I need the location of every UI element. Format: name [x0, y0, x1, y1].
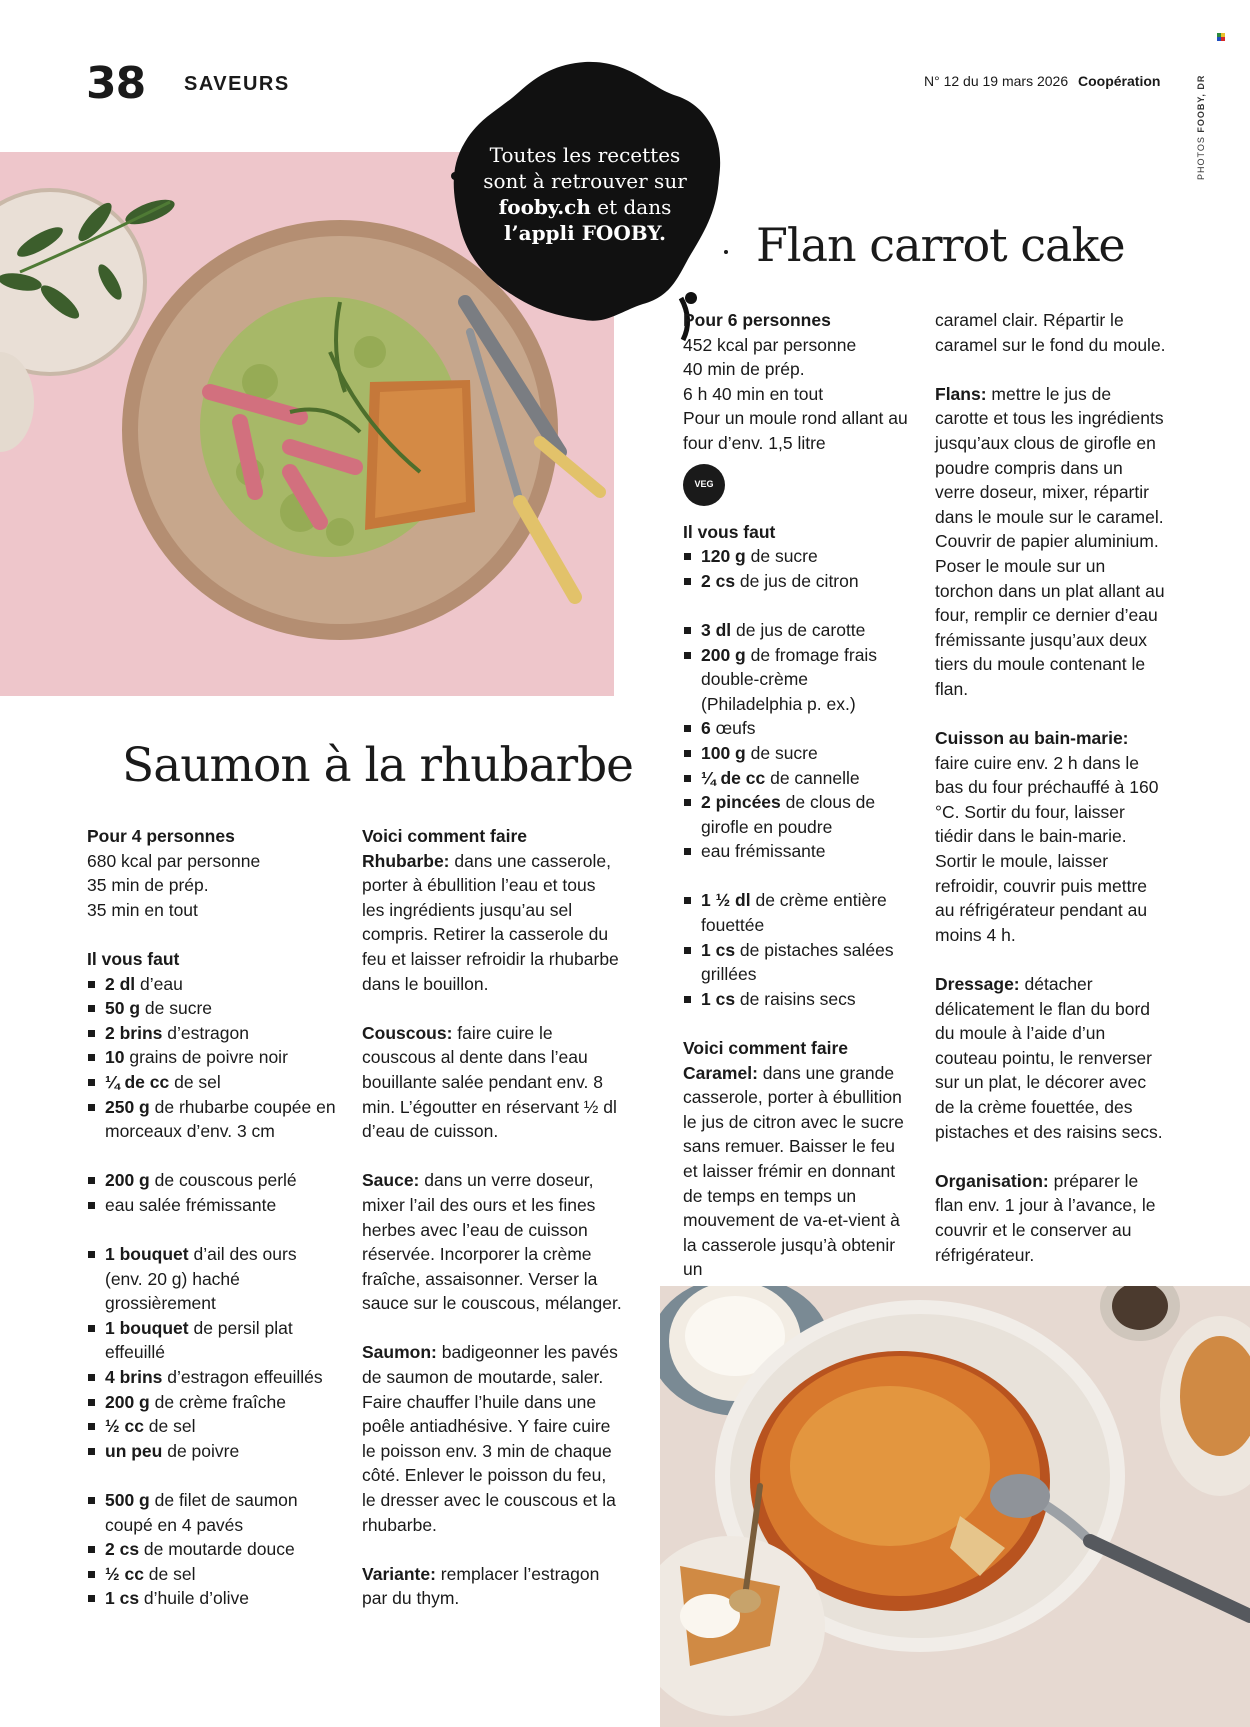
ingredient-quantity: 1 ½ dl — [701, 890, 751, 911]
ingredient-text: de sucre — [140, 998, 213, 1019]
ingredient-item — [683, 716, 913, 741]
issue-info: N° 12 du 19 mars 2026 — [924, 73, 1069, 89]
method-step-label: Dressage: — [935, 974, 1020, 995]
flan-caramel-label: Caramel: — [683, 1062, 758, 1083]
ingredient-text: de sucre — [745, 546, 818, 567]
promo-text — [465, 142, 705, 246]
ingredient-item — [683, 569, 913, 594]
ingredient-item — [87, 1168, 337, 1193]
color-mark — [1217, 33, 1225, 41]
flan-ingredients-heading: Il vous faut — [683, 521, 776, 542]
ingredient-text: d’ail des ours (env. 20 g) haché grossièrement — [105, 1244, 297, 1314]
ingredient-text: de fromage frais double-crème (Philadelphia p. ex.) — [701, 644, 878, 714]
ingredient-item — [683, 766, 913, 791]
salmon-total: 35 min en tout — [87, 899, 198, 920]
ingredient-quantity: 3 dl — [701, 619, 732, 640]
method-step-text: dans une casserole, porter à ébullition l’eau et tous les ingrédients jusqu’au sel compris. Retirer la casserole du feu et laisser refroidir la rhubarbe dans le bouillon. — [362, 850, 619, 994]
ingredient-text: d’estragon — [162, 1022, 249, 1043]
salmon-title: Saumon à la rhubarbe — [122, 738, 633, 793]
method-step-text: remplacer l’estragon par du thym. — [362, 1563, 600, 1609]
promo-app: l’appli FOOBY. — [504, 221, 666, 245]
ingredient-text: d’estragon effeuillés — [162, 1367, 323, 1388]
ingredient-item — [683, 741, 913, 766]
method-paragraph — [362, 1021, 622, 1144]
ingredient-quantity: 2 dl — [105, 973, 136, 994]
method-paragraph — [935, 1169, 1167, 1267]
ingredient-text: de clous de girofle en poudre — [701, 792, 876, 837]
ingredient-item — [87, 1586, 337, 1611]
method-paragraph — [362, 1340, 622, 1537]
list-spacer — [87, 1463, 337, 1488]
paragraph-spacer — [362, 1537, 622, 1562]
ingredient-quantity: 2 brins — [105, 1022, 163, 1043]
method-paragraph — [935, 726, 1167, 947]
flan-mold: Pour un moule rond allant au four d’env. 1,5 litre — [683, 408, 908, 453]
flan-method-caramel — [683, 1061, 913, 1282]
photo-credit-prefix: PHOTOS — [1196, 136, 1206, 180]
ingredient-text: de sel — [143, 1416, 196, 1437]
ingredient-item — [87, 1070, 337, 1095]
ingredient-quantity: un peu — [105, 1440, 163, 1461]
promo-line-2: sont à retrouver sur — [483, 169, 687, 193]
ingredient-text: de couscous perlé — [149, 1170, 297, 1191]
ingredient-item — [87, 1365, 337, 1390]
ingredient-quantity: 50 g — [105, 998, 141, 1019]
method-step-label: Sauce: — [362, 1170, 420, 1191]
ingredient-item — [87, 996, 337, 1021]
list-spacer — [683, 864, 913, 889]
flan-ingredients-column — [683, 308, 913, 1282]
ingredient-item — [683, 987, 913, 1012]
method-paragraph — [362, 849, 622, 997]
method-step-text: détacher délicatement le flan du bord du moule à l’aide d’un couteau pointu, le renverser sur un plat, le décorer avec de la crème fouettée, des pistaches et des raisins secs. — [935, 974, 1163, 1142]
title-bullet — [724, 250, 728, 254]
ingredient-text: de sel — [143, 1563, 196, 1584]
ingredient-quantity: ½ cc — [105, 1563, 144, 1584]
ingredient-quantity: 1 cs — [105, 1588, 140, 1609]
ingredient-quantity: 200 g — [105, 1391, 150, 1412]
ingredient-quantity: 1 cs — [701, 988, 736, 1009]
paragraph-spacer — [362, 1144, 622, 1169]
ingredient-item — [87, 1045, 337, 1070]
ingredient-text: de moutarde douce — [139, 1539, 295, 1560]
ingredient-quantity: 200 g — [701, 644, 746, 665]
ingredient-text: de sucre — [745, 742, 818, 763]
ingredient-text: de poivre — [162, 1440, 240, 1461]
promo-line-1: Toutes les recettes — [489, 143, 681, 167]
ingredient-text: de cannelle — [765, 767, 860, 788]
ingredient-quantity: 1 cs — [701, 939, 736, 960]
ingredient-text: œufs — [710, 718, 756, 739]
ingredient-quantity: 2 cs — [105, 1539, 140, 1560]
ingredient-text: de raisins secs — [735, 988, 856, 1009]
ingredient-quantity: 1 bouquet — [105, 1317, 189, 1338]
method-paragraph — [362, 1168, 622, 1316]
salmon-kcal: 680 kcal par personne — [87, 850, 261, 871]
veg-icon: VEG — [683, 464, 725, 506]
method-paragraph — [935, 308, 1167, 357]
section-title: SAVEURS — [184, 73, 290, 95]
ingredient-quantity: 200 g — [105, 1170, 150, 1191]
method-step-text: faire cuire le couscous al dente dans l’eau bouillante salée pendant env. 8 min. L’égoutter en réservant ½ dl d’eau de cuisson. — [362, 1022, 617, 1142]
method-paragraph — [935, 382, 1167, 702]
ingredient-quantity: ½ cc — [105, 1416, 144, 1437]
method-step-label: Flans: — [935, 383, 987, 404]
ingredient-text: de pistaches salées grillées — [701, 939, 894, 985]
method-step-label: Saumon: — [362, 1342, 437, 1363]
ingredient-item — [683, 938, 913, 987]
ingredient-quantity: 250 g — [105, 1096, 150, 1117]
list-spacer — [87, 1218, 337, 1243]
method-step-text: dans un verre doseur, mixer l’ail des ours et les fines herbes avec l’eau de cuisson réservée. Incorporer la crème fraîche, assaisonner. Verser la sauce sur le couscous, mélanger. — [362, 1170, 622, 1314]
paragraph-spacer — [935, 357, 1167, 382]
flan-servings: Pour 6 personnes — [683, 310, 831, 330]
flan-meta — [683, 308, 913, 456]
method-paragraph — [935, 972, 1167, 1144]
list-spacer — [683, 593, 913, 618]
ingredient-item — [87, 1414, 337, 1439]
ingredient-quantity: 10 — [105, 1047, 125, 1068]
ingredient-quantity: 500 g — [105, 1490, 150, 1511]
ingredient-text: de jus de carotte — [731, 619, 866, 640]
ingredient-quantity: 4 brins — [105, 1367, 163, 1388]
ingredient-item — [683, 839, 913, 864]
ingredient-quantity: 120 g — [701, 546, 746, 567]
flan-total: 6 h 40 min en tout — [683, 383, 824, 404]
ingredient-text: de jus de citron — [735, 570, 859, 591]
flan-prep: 40 min de prép. — [683, 359, 805, 380]
method-step-text: badigeonner les pavés de saumon de moutarde, saler. Faire chauffer l’huile dans une poêle antiadhésive. Y faire cuire le poisson env. 3 min de chaque côté. Enlever le poisson du feu, le dresser avec le couscous et la rhubarbe. — [362, 1342, 618, 1535]
promo-link[interactable]: fooby.ch — [498, 195, 591, 219]
paragraph-spacer — [362, 996, 622, 1021]
method-paragraph — [362, 1562, 622, 1611]
ingredient-item — [87, 1021, 337, 1046]
method-step-label: Rhubarbe: — [362, 850, 450, 871]
ingredient-text: d’huile d’olive — [139, 1588, 249, 1609]
flan-method-column — [935, 308, 1167, 1267]
paragraph-spacer — [362, 1316, 622, 1341]
flan-method-heading: Voici comment faire — [683, 1038, 849, 1059]
photo-credit-source: FOOBY, DR — [1196, 74, 1206, 133]
ingredient-text: de crème fraîche — [149, 1391, 286, 1412]
ingredient-item — [87, 972, 337, 997]
ingredient-text: de filet de saumon coupé en 4 pavés — [105, 1490, 298, 1535]
ingredient-item — [87, 1242, 337, 1316]
salmon-ingredients-heading: Il vous faut — [87, 948, 180, 969]
ingredient-quantity: 2 pincées — [701, 792, 781, 813]
promo-line-3: et dans — [590, 195, 672, 219]
flan-ingredients-list — [683, 544, 913, 1011]
ingredient-text: grains de poivre noir — [124, 1047, 288, 1068]
ingredient-item — [87, 1316, 337, 1365]
method-step-text: préparer le flan env. 1 jour à l’avance, le couvrir et le conserver au réfrigérateur. — [935, 1170, 1156, 1265]
flan-method — [935, 308, 1167, 1267]
flan-title: Flan carrot cake — [756, 218, 1125, 272]
ingredient-item — [87, 1390, 337, 1415]
method-step-text: faire cuire env. 2 h dans le bas du four préchauffé à 160 °C. Sortir du four, laisser tiédir dans le bain-marie. Sortir le moule, laisser refroidir, couvrir puis mettre au réfrigérateur pendant au moins 4 h. — [935, 752, 1159, 945]
ingredient-item — [87, 1488, 337, 1537]
ingredient-item — [683, 643, 913, 717]
paragraph-spacer — [935, 702, 1167, 727]
ingredient-item — [87, 1095, 337, 1144]
salmon-meta — [87, 824, 337, 922]
ingredient-quantity: 6 — [701, 718, 711, 739]
salmon-method-column — [362, 824, 622, 1611]
list-spacer — [87, 1144, 337, 1169]
method-step-label: Couscous: — [362, 1022, 453, 1043]
promo-blob — [445, 58, 725, 348]
ingredient-item — [87, 1537, 337, 1562]
ingredient-text: de crème entière fouettée — [701, 890, 887, 936]
method-step-text: caramel clair. Répartir le caramel sur le fond du moule. — [935, 310, 1166, 355]
flan-photo — [660, 1286, 1250, 1727]
ingredient-text: eau salée frémissante — [105, 1194, 277, 1215]
paragraph-spacer — [935, 947, 1167, 972]
ingredient-item — [87, 1439, 337, 1464]
ingredient-item — [683, 544, 913, 569]
ingredient-item — [87, 1562, 337, 1587]
flan-kcal: 452 kcal par personne — [683, 334, 857, 355]
ingredient-quantity: 2 cs — [701, 570, 736, 591]
salmon-prep: 35 min de prép. — [87, 875, 209, 896]
ingredient-text: de rhubarbe coupée en morceaux d’env. 3 cm — [105, 1096, 336, 1142]
salmon-ingredients-list — [87, 972, 337, 1611]
salmon-ingredients-column — [87, 824, 337, 1611]
method-step-label: Organisation: — [935, 1170, 1049, 1191]
salmon-method-heading: Voici comment faire — [362, 826, 528, 846]
method-step-label: Cuisson au bain-marie: — [935, 728, 1129, 749]
ingredient-quantity: ¼ de cc — [105, 1071, 170, 1092]
ingredient-item — [87, 1193, 337, 1218]
ingredient-quantity: ¼ de cc — [701, 767, 766, 788]
ingredient-text: de persil plat effeuillé — [105, 1317, 293, 1363]
salmon-method — [362, 849, 622, 1611]
salmon-servings: Pour 4 personnes — [87, 826, 235, 846]
ingredient-item — [683, 790, 913, 839]
method-step-text: mettre le jus de carotte et tous les ingrédients jusqu’aux clous de girofle en poudre compris dans un verre doseur, mixer, répartir dans le moule sur le caramel. Couvrir de papier aluminium. Poser le moule sur un torchon dans un plat allant au four, remplir ce dernier d’eau frémissante jusqu’aux deux tiers du moule contenant le flan. — [935, 383, 1165, 699]
ingredient-quantity: 100 g — [701, 742, 746, 763]
page-number: 38 — [86, 58, 146, 109]
ingredient-text: eau frémissante — [701, 841, 826, 862]
photo-credit — [1196, 74, 1206, 180]
paragraph-spacer — [935, 1144, 1167, 1169]
ingredient-text: d’eau — [135, 973, 183, 994]
ingredient-quantity: 1 bouquet — [105, 1244, 189, 1265]
method-step-label: Variante: — [362, 1563, 436, 1584]
ingredient-text: de sel — [169, 1071, 221, 1092]
ingredient-item — [683, 888, 913, 937]
flan-caramel-text: dans une grande casserole, porter à ébullition le jus de citron avec le sucre sans remuer. Baisser le feu et laisser frémir en donnant de temps en temps un mouvement de va-et-vient à la casserole jusqu’à obtenir un — [683, 1062, 904, 1280]
magazine-name: Coopération — [1078, 73, 1161, 89]
ingredient-item — [683, 618, 913, 643]
